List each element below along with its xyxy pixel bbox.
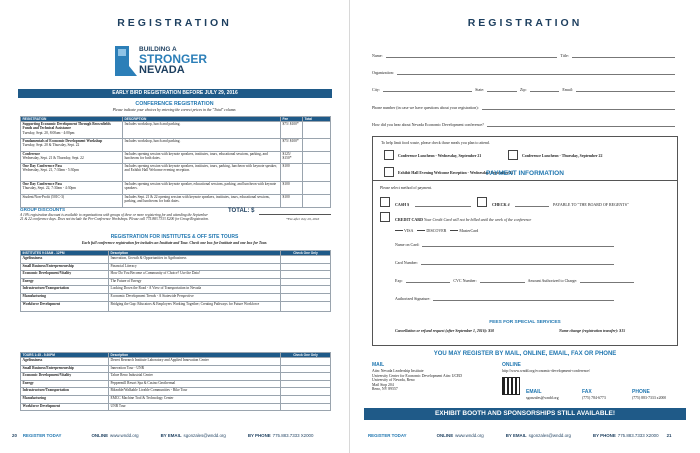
table-row (21, 152, 331, 164)
phone-row (372, 101, 678, 110)
tour-checkbox[interactable] (281, 358, 331, 366)
description-cell: The Future of Energy (109, 278, 281, 286)
email-field[interactable] (576, 87, 675, 92)
col-institutes: INSTITUTES 9:15AM - 12PM (21, 251, 109, 256)
amount-field[interactable] (580, 278, 634, 283)
online-link[interactable]: www.wndd.org (455, 432, 484, 438)
tour-checkbox[interactable] (281, 388, 331, 396)
institute-checkbox[interactable] (281, 263, 331, 271)
phone-field[interactable] (482, 105, 675, 110)
topic-cell: Manufacturing (21, 293, 109, 301)
row-description: Includes Sept. 21 & 22 opening session with keynote speakers, institutes, tours, educational sessions, parking, and luncheons for both dates. (123, 195, 281, 208)
cvc-field[interactable] (480, 278, 525, 283)
payable-label: PAYABLE TO "THE BOARD OF REGENTS" (553, 202, 629, 207)
col-registration: REGISTRATION (21, 117, 123, 122)
description-cell: Peppermill Resort Spa & Casino Geothermal (109, 380, 281, 388)
exp-field[interactable] (406, 278, 451, 283)
card-number-label: Card Number: (395, 260, 418, 265)
card-number-row (395, 256, 617, 265)
check-checkbox[interactable] (477, 197, 487, 207)
row-fee: $75/ $100* (281, 122, 303, 139)
exhibit-banner: EXHIBIT BOOTH AND SPONSORSHIPS STILL AVAILABLE! (364, 408, 686, 420)
row-title: One Day Conference Pass (22, 182, 63, 186)
phone-label: BY PHONE (592, 432, 616, 438)
description-cell: Economic Development Trends - A Statewide Perspective (109, 293, 281, 301)
name-on-card-row (395, 238, 617, 247)
luncheon-wed-checkbox[interactable] (384, 150, 394, 160)
cvc-label: CVC Number: (453, 278, 477, 283)
fee-note: *Fee after July 29, 2016 (286, 217, 320, 221)
online-label: ONLINE (436, 432, 454, 438)
mail-line: Mail Stop 204 (372, 382, 394, 387)
topic-cell: Infrastructure/Transportation (21, 286, 109, 294)
online-link[interactable]: www.wndd.org (110, 432, 139, 438)
table-row (21, 395, 331, 403)
nevada-state-icon (113, 44, 139, 78)
hear-row (372, 118, 678, 127)
topic-cell: Economic Development/Vitality (21, 271, 109, 279)
topic-cell: Workforce Development (21, 403, 109, 411)
title-label: Title: (560, 53, 569, 58)
col-tours: TOURS 1:45 - 5:30PM (21, 353, 109, 358)
table-row (21, 182, 331, 195)
row-fee: $100 (281, 164, 303, 182)
description-cell: UNR Tour (109, 403, 281, 411)
institute-checkbox[interactable] (281, 256, 331, 264)
check-label: CHECK # (492, 202, 510, 207)
visa-label: VISA (404, 228, 414, 233)
email-label: Email: (562, 87, 573, 92)
phone-label: BY PHONE (247, 432, 271, 438)
luncheon-thu-checkbox[interactable] (508, 150, 518, 160)
topic-cell: Agribusiness (21, 256, 109, 264)
page-number: 21 (666, 432, 672, 438)
row-date: Tuesday, Sept. 20 & Thursday, Sept. 22 (22, 143, 80, 148)
name-label: Name: (372, 53, 383, 58)
table-row (21, 403, 331, 411)
table-row (21, 139, 331, 152)
institute-checkbox[interactable] (281, 293, 331, 301)
building-stronger-nevada-logo (113, 42, 233, 80)
table-row (21, 195, 331, 208)
online-label: ONLINE (91, 432, 109, 438)
table-row (21, 286, 331, 294)
group-discounts-text: A 10% registration discount is available to organizations with groups of three or more registering for and attending the September 21 & 22 conference days. Does not include the Pre-Conference Workshops. Please call 775.883.7333 X200 for Group Registration. (20, 213, 209, 222)
table-row (21, 122, 331, 139)
payment-box (372, 180, 678, 346)
row-title: Conference (22, 152, 40, 156)
phone-label: Phone number (in case we have questions about your registration): (372, 105, 479, 110)
zip-field[interactable] (530, 87, 560, 92)
signature-row (395, 292, 617, 301)
total-input[interactable] (303, 122, 331, 139)
col-check-one: Check One Only (281, 251, 331, 256)
exp-cvc-row (395, 274, 637, 283)
signature-field[interactable] (433, 296, 614, 301)
city-label: City: (372, 87, 381, 92)
meals-box (372, 136, 678, 186)
page-number: 20 (12, 432, 17, 438)
row-title: Student/Non-Profit (501C-3) (22, 195, 65, 199)
row-description: Includes opening session with keynote speakers, institutes, tours, parking, luncheon with keynote speaker, and Exhibit Hall Welcome evening reception. (123, 164, 281, 182)
row-title: Supporting Economic Development Through Brownfields Funds and Technical Assistance (22, 122, 111, 131)
topic-cell: Infrastructure/Transportation (21, 388, 109, 396)
group-discounts-heading: GROUP DISCOUNTS (20, 207, 66, 212)
col-total: Total (303, 117, 331, 122)
total-label: TOTAL: $ (228, 208, 255, 214)
topic-cell: Energy (21, 380, 109, 388)
description-cell: Financial Literacy (109, 263, 281, 271)
luncheon-thu-label: Conference Luncheon - Thursday, September 22 (522, 154, 603, 158)
row-description: Includes opening session with keynote speaker, educational sessions, parking, and luncheon with keynote speakers. (123, 182, 281, 195)
cash-checkbox[interactable] (380, 197, 390, 207)
total-input[interactable] (303, 182, 331, 195)
row-fee: $100 (281, 195, 303, 208)
topic-cell: Manufacturing (21, 395, 109, 403)
table-row (21, 271, 331, 279)
topic-cell: Small Business/Entrepreneurship (21, 365, 109, 373)
amount-label: Amount Authorized to Charge: (527, 278, 578, 283)
name-field[interactable] (386, 53, 558, 58)
card-type-row (395, 228, 478, 233)
topic-cell: Economic Development/Vitality (21, 373, 109, 381)
name-on-card-field[interactable] (422, 242, 614, 247)
online-url[interactable]: http://www.wndd.org/economic-development-conference/ (502, 369, 591, 373)
email-link[interactable]: sgonzales@wndd.org (528, 432, 571, 438)
credit-card-label: CREDIT CARD (395, 217, 424, 222)
institute-checkbox[interactable] (281, 278, 331, 286)
logo-line1: BUILDING A (139, 46, 177, 53)
total-input[interactable] (303, 152, 331, 164)
phone-label: PHONE (632, 389, 650, 395)
email-label: EMAIL (526, 389, 542, 395)
credit-card-note: Your Credit Card will not be billed until the week of the conference (424, 217, 532, 222)
topic-cell: Energy (21, 278, 109, 286)
topic-cell: Small Business/Entrepreneurship (21, 263, 109, 271)
signature-label: Authorized Signature: (395, 296, 431, 301)
topic-cell: Workforce Development (21, 301, 109, 311)
mail-line: Attn: Nevada Leadership Institute (372, 369, 424, 373)
description-cell: Looking Down the Road - A View of Transportation in Nevada (109, 286, 281, 294)
conference-registration-heading: CONFERENCE REGISTRATION (135, 101, 214, 107)
luncheon-wed-label: Conference Luncheon - Wednesday, September 21 (398, 154, 482, 158)
cancellation-fee: Cancellation or refund request (after September 1, 2016): $50 (395, 329, 495, 333)
organization-label: Organization: (372, 70, 394, 75)
tours-table (20, 352, 331, 411)
mastercard-label: MasterCard (459, 228, 479, 233)
row-fee: $100 (281, 182, 303, 195)
card-number-field[interactable] (421, 260, 614, 265)
discover-checkbox[interactable] (417, 230, 425, 231)
description-cell: Tahoe Reno Industrial Center (109, 373, 281, 381)
discover-label: DISCOVER (426, 228, 447, 233)
mail-label: MAIL (372, 362, 385, 368)
tour-checkbox[interactable] (281, 373, 331, 381)
logo-line2: STRONGER (139, 52, 208, 66)
row-date: Tuesday, Sept. 20, 8:00am - 4:00pm (22, 130, 75, 135)
conference-note: Please indicate your choices by entering the correct prices in the "Total" column. (112, 108, 237, 112)
row-date: Thursday, Sept. 22, 7:30am - 4:30pm (22, 186, 76, 191)
name-on-card-label: Name on Card: (395, 242, 420, 247)
cash-label: CASH $ (395, 202, 410, 207)
table-row (21, 388, 331, 396)
col-check-one: Check One Only (281, 353, 331, 358)
table-row (21, 365, 331, 373)
row-description: Includes workshop, lunch and parking. (123, 139, 281, 152)
fax-value: (775) 784-6773 (582, 396, 606, 400)
topic-cell: Agribusiness (21, 358, 109, 366)
city-field[interactable] (383, 87, 472, 92)
online-label: ONLINE (502, 362, 521, 368)
cash-amount-field[interactable] (415, 206, 471, 207)
tour-checkbox[interactable] (281, 395, 331, 403)
credit-card-checkbox[interactable] (380, 212, 390, 222)
right-page (350, 0, 700, 453)
payment-select-label: Please select method of payment. (380, 186, 432, 190)
table-row (21, 358, 331, 366)
table-row (21, 263, 331, 271)
col-fee: Fee (281, 117, 303, 122)
name-title-row (372, 49, 678, 58)
table-row (21, 380, 331, 388)
table-row (21, 293, 331, 301)
row-date: Wednesday, Sept. 21 & Thursday, Sept. 22 (22, 156, 84, 161)
page-title: REGISTRATION (467, 17, 583, 29)
tour-checkbox[interactable] (281, 380, 331, 388)
institutes-tours-heading: REGISTRATION FOR INSTITUTES & OFF SITE TOURS (110, 234, 239, 240)
description-cell: Bikeable/Walkable Livable Communities - Bike Tour (109, 388, 281, 396)
organization-row (372, 66, 678, 75)
description-cell: Desert Research Institute Laboratory and Applied Innovation Center (109, 358, 281, 366)
reception-label: Exhibit Hall Evening Welcome Reception - Wednesday, September 21 (398, 171, 514, 175)
mail-line: University Center for Economic Development Attn: UCED (372, 373, 463, 378)
phone-value: (775) 883-7333 x2000 (632, 396, 667, 400)
register-today: REGISTER TODAY (368, 432, 407, 438)
logo-line3: NEVADA (139, 64, 185, 76)
description-cell: Bridging the Gap: Educators & Employers Working Together; Creating Pathways for Future Workforce (109, 301, 281, 311)
state-field[interactable] (487, 87, 517, 92)
phone-number: 775.883.7333 X2000 (617, 432, 659, 438)
hear-field[interactable] (487, 122, 675, 127)
page-title: REGISTRATION (117, 17, 232, 29)
state-label: State: (475, 87, 485, 92)
left-footer (12, 430, 339, 441)
payment-heading: PAYMENT INFORMATION (486, 170, 564, 177)
tour-checkbox[interactable] (281, 403, 331, 411)
grand-total-input[interactable] (259, 214, 331, 215)
row-description: Includes opening session with keynote speakers, institutes, tours, educational sessions, parking, and luncheons for both dates. (123, 152, 281, 164)
table-row (21, 373, 331, 381)
row-title: Fundamentals of Economic Development Workshop (22, 139, 103, 143)
institute-checkbox[interactable] (281, 286, 331, 294)
email-label: BY EMAIL (505, 432, 527, 438)
hear-label: How did you hear about Nevada Economic Development conference? (372, 122, 484, 127)
visa-checkbox[interactable] (395, 230, 403, 231)
title-field[interactable] (572, 53, 675, 58)
register-by-heading: YOU MAY REGISTER BY MAIL, ONLINE, EMAIL, FAX OR PHONE (433, 351, 617, 357)
mail-line: University of Nevada, Reno (372, 378, 415, 383)
row-fee: $75/ $100* (281, 139, 303, 152)
organization-field[interactable] (397, 70, 675, 75)
check-number-field[interactable] (515, 206, 549, 207)
special-fees-heading: FEES FOR SPECIAL SERVICES (489, 320, 561, 325)
table-row (21, 256, 331, 264)
row-fee: $125/ $150* (281, 152, 303, 164)
right-footer (368, 430, 692, 441)
mastercard-checkbox[interactable] (450, 230, 458, 231)
total-input[interactable] (303, 195, 331, 208)
description-cell: Innovation, Growth & Opportunities in Agribusiness (109, 256, 281, 264)
email-label: BY EMAIL (160, 432, 182, 438)
tour-checkbox[interactable] (281, 365, 331, 373)
name-change-fee: Name change (registration transfer): $15 (559, 329, 626, 333)
table-row (21, 301, 331, 311)
register-today: REGISTER TODAY (22, 432, 62, 438)
address-row (372, 83, 678, 92)
row-title: One Day Conference Pass (22, 164, 63, 168)
institute-checkbox[interactable] (281, 301, 331, 311)
mail-address (372, 369, 462, 392)
qr-code-icon[interactable] (502, 377, 520, 395)
institutes-note: Each full conference registration fee includes an Institute and Tour. Check one box for Institute and one box for Tour. (81, 241, 268, 245)
row-date: Wednesday, Sept. 21, 7:30am - 5:30pm (22, 168, 79, 173)
description-cell: Innevation Tour - UNR (109, 365, 281, 373)
meals-intro: To help limit food waste, please check those meals you plan to attend. (381, 141, 490, 145)
total-input[interactable] (303, 164, 331, 182)
phone-number: 775.883.7333 X2000 (272, 432, 314, 438)
institute-checkbox[interactable] (281, 271, 331, 279)
col-description: Description (109, 353, 281, 358)
zip-label: Zip: (519, 87, 527, 92)
exp-label: Exp: (395, 278, 403, 283)
table-row (21, 278, 331, 286)
mail-line: Reno, NV 89557 (372, 387, 398, 392)
description-cell: How Do You Become a Community of Choice? Use the Data! (109, 271, 281, 279)
fax-label: FAX (582, 389, 592, 395)
total-input[interactable] (303, 139, 331, 152)
conference-table (20, 116, 331, 208)
description-cell: EMCC Machine Tool & Technology Center (109, 395, 281, 403)
col-description: Description (109, 251, 281, 256)
col-description: DESCRIPTION (123, 117, 281, 122)
early-bird-banner: EARLY BIRD REGISTRATION BEFORE JULY 29, 2016 (18, 89, 332, 98)
institutes-table (20, 250, 331, 312)
email-link[interactable]: sgonzales@wndd.org (183, 432, 226, 438)
row-description: Includes workshop, lunch and parking. (123, 122, 281, 139)
table-row (21, 164, 331, 182)
email-value[interactable]: sgonzales@wndd.org (526, 396, 559, 400)
